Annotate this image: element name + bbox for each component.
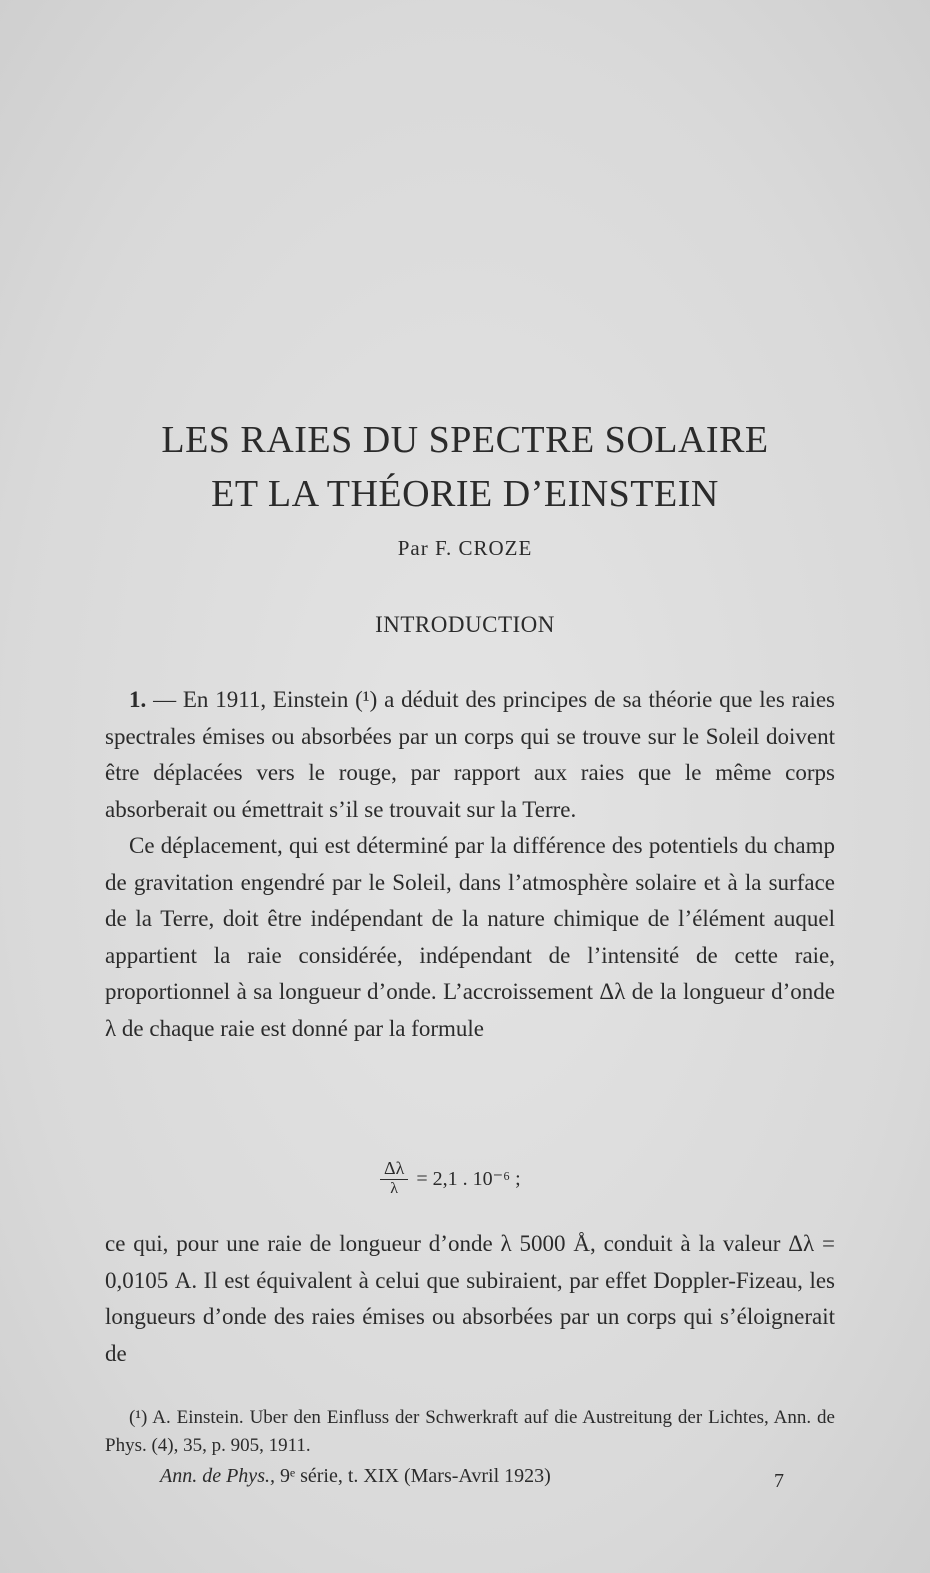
article-title-line-2: ET LA THÉORIE D’EINSTEIN <box>211 473 719 515</box>
section-heading: INTRODUCTION <box>375 612 555 637</box>
footnote-text: (¹) A. Einstein. Uber den Einfluss der Schwerkraft auf die Austreitung der Lichtes, Ann. de Phys. (4), 35, p. 905, 1911. <box>105 1407 835 1456</box>
body-text <box>105 682 835 1047</box>
formula-denominator: λ <box>390 1180 399 1197</box>
author-byline: Par F. CROZE <box>397 536 533 560</box>
paragraph-number: 1. <box>129 687 147 712</box>
formula-fraction <box>380 1158 408 1198</box>
formula <box>380 1158 521 1198</box>
continuation-paragraph: ce qui, pour une raie de longueur d’onde λ 5000 Å, conduit à la valeur Δλ = 0,0105 A. Il est équivalent à celui que subiraient, par effet Doppler-Fizeau, les longueurs d’onde des raies émises ou absorbées par un corps qui s’éloignerait de <box>105 1231 835 1366</box>
paragraph-1-text: — En 1911, Einstein (¹) a déduit des principes de sa théorie que les raies spectrales émises ou absorbées par un corps qui se trouve sur le Soleil doivent être déplacées vers le rouge, par rapport aux raies que le même corps absorberait ou émettrait s’il se trouvait sur la Terre. <box>105 687 835 822</box>
paragraph-2: Ce déplacement, qui est déterminé par la différence des potentiels du champ de gravitation engendré par le Soleil, dans l’atmosphère solaire et à la surface de la Terre, doit être indépendant de la nature chimique de l’élément auquel appartient la raie considérée, indépendant de l’intensité de cette raie, proportionnel à sa longueur d’onde. L’accroissement Δλ de la longueur d’onde λ de chaque raie est donné par la formule <box>105 833 835 1041</box>
page-number: 7 <box>774 1470 784 1492</box>
formula-numerator: Δλ <box>380 1158 408 1180</box>
journal-details: 9ᵉ série, t. XIX (Mars-Avril 1923) <box>279 1465 551 1487</box>
body-text-continued <box>105 1226 835 1372</box>
running-footer <box>160 1465 551 1488</box>
article-title-line-1: LES RAIES DU SPECTRE SOLAIRE <box>161 419 769 461</box>
paragraph-1 <box>105 682 835 828</box>
journal-name: Ann. de Phys., <box>160 1465 275 1487</box>
footnote <box>105 1404 835 1460</box>
formula-rhs: = 2,1 . 10⁻⁶ ; <box>416 1167 521 1190</box>
